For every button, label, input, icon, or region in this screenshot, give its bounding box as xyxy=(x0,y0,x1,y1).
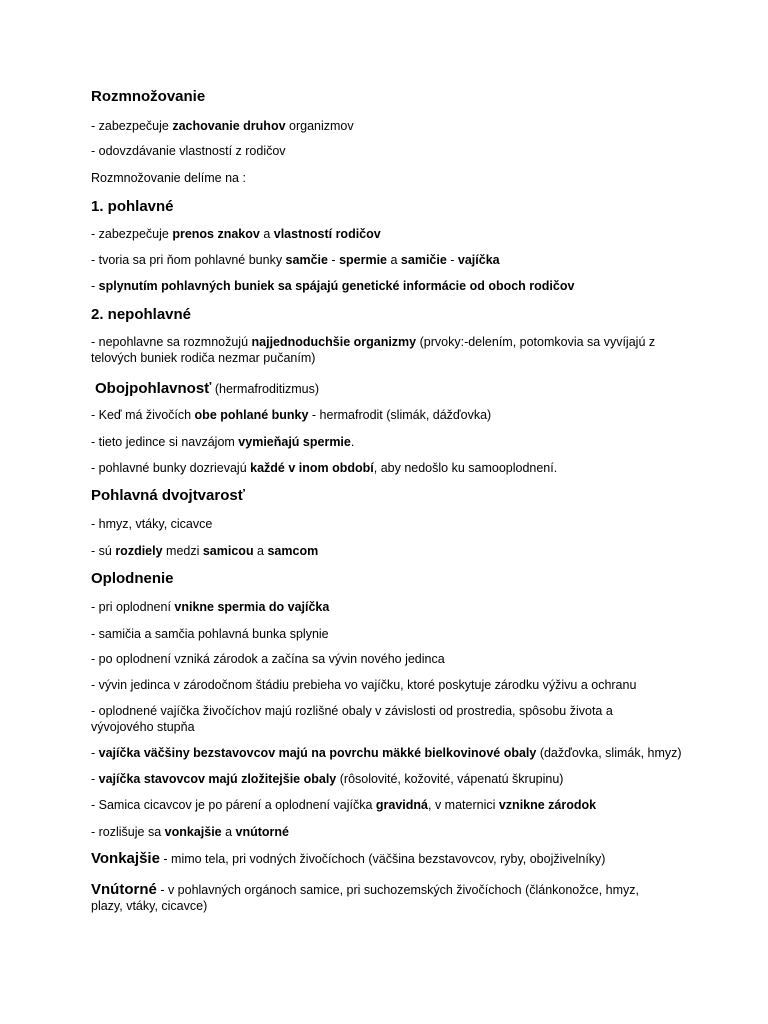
text-run: - pohlavné bunky dozrievajú xyxy=(91,461,251,475)
text-run: - Keď má živočích xyxy=(91,408,195,422)
bold-run: samcom xyxy=(267,544,319,558)
text-run: - v pohlavných orgánoch samice, pri suchozemských živočíchoch (článkonožce, hmyz, plazy, vtáky, cicavce) xyxy=(91,883,639,913)
bold-run: splynutím pohlavných buniek sa spájajú genetické informácie od oboch rodičov xyxy=(98,279,575,293)
text-run: - xyxy=(91,746,99,760)
text-run: - Samica cicavcov je po párení a oplodnení vajíčka xyxy=(91,798,376,812)
heading-subtext: (hermafroditizmus) xyxy=(211,382,320,396)
text-paragraph: - oplodnené vajíčka živočíchov majú rozlišné obaly v závislosti od prostredia, spôsobu života a vývojového stupňa xyxy=(91,704,613,734)
text-line xyxy=(91,460,691,476)
vnutorne-paragraph xyxy=(91,882,671,914)
text-run: - pri oplodnení xyxy=(91,600,175,614)
text-run: - xyxy=(327,253,340,267)
bold-run: vlastností rodičov xyxy=(273,227,381,241)
vonkajsie-line xyxy=(91,851,691,867)
bold-run: vznikne zárodok xyxy=(498,798,597,812)
heading-pohlavne: 1. pohlavné xyxy=(91,198,174,215)
text-run: - xyxy=(91,772,99,786)
text-line: - vývin jedinca v zárodočnom štádiu prebieha vo vajíčku, ktoré poskytuje zárodku výživu a ochranu xyxy=(91,678,637,692)
text-run: a xyxy=(253,544,268,558)
text-run: - zabezpečuje xyxy=(91,227,173,241)
text-run: - sú xyxy=(91,544,116,558)
text-run: - zabezpečuje xyxy=(91,119,173,133)
text-run: (dažďovka, slimák, hmyz) xyxy=(536,746,682,760)
heading-oplodnenie: Oplodnenie xyxy=(91,570,174,587)
text-run: (prvoky:-delením, potomkovia sa vyvíjajú z telových buniek rodiča nezmar pučaním) xyxy=(91,335,656,365)
text-run: - tvoria sa pri ňom pohlavné bunky xyxy=(91,253,286,267)
bold-run: najjednoduchšie organizmy xyxy=(251,335,417,349)
bold-run: vymieňajú spermie xyxy=(238,435,351,449)
bold-run: obe pohlané bunky xyxy=(194,408,309,422)
heading-pohlavna-dvojtvarost: Pohlavná dvojtvarosť xyxy=(91,487,245,504)
text-run: - xyxy=(446,253,458,267)
bold-run: prenos znakov xyxy=(172,227,260,241)
text-run: - tieto jedince si navzájom xyxy=(91,435,239,449)
bold-run: vajíčka stavovcov majú zložitejšie obaly xyxy=(98,772,337,786)
text-line xyxy=(91,434,691,450)
text-run: - rozlišuje sa xyxy=(91,825,165,839)
bold-run: vnikne spermia do vajíčka xyxy=(174,600,330,614)
term-vonkajsie: Vonkajšie xyxy=(91,850,160,867)
text-run: - nepohlavne sa rozmnožujú xyxy=(91,335,252,349)
heading-rozmnozovanie: Rozmnožovanie xyxy=(91,88,206,105)
heading-text: Obojpohlavnosť xyxy=(95,380,212,397)
text-run: , v maternici xyxy=(428,798,499,812)
text-run: a xyxy=(387,253,401,267)
text-line xyxy=(91,407,691,423)
text-line xyxy=(91,118,691,134)
bold-run: vnútorné xyxy=(235,825,290,839)
text-run: . xyxy=(350,435,355,449)
text-run: medzi xyxy=(162,544,203,558)
term-vnutorne: Vnútorné xyxy=(91,881,157,898)
text-run: organizmov xyxy=(285,119,354,133)
text-paragraph xyxy=(91,334,681,366)
text-line xyxy=(91,824,691,840)
text-line: Rozmnožovanie delíme na : xyxy=(91,171,246,185)
text-line: - hmyz, vtáky, cicavce xyxy=(91,517,213,531)
bold-run: gravidná xyxy=(375,798,428,812)
heading-obojpohlavnost xyxy=(95,380,319,398)
text-line xyxy=(91,599,691,615)
text-line: - samičia a samčia pohlavná bunka splynie xyxy=(91,627,329,641)
text-line: - odovzdávanie vlastností z rodičov xyxy=(91,144,286,158)
bold-run: samičie xyxy=(400,253,447,267)
text-line xyxy=(91,278,691,294)
text-run: a xyxy=(259,227,274,241)
text-run: - mimo tela, pri vodných živočíchoch (väčšina bezstavovcov, ryby, obojživelníky) xyxy=(159,852,606,866)
text-line xyxy=(91,543,691,559)
text-line xyxy=(91,226,691,242)
text-line xyxy=(91,745,691,761)
text-line xyxy=(91,771,691,787)
text-line: - po oplodnení vzniká zárodok a začína sa vývin nového jedinca xyxy=(91,652,445,666)
bold-run: vajíčka väčšiny bezstavovcov majú na povrchu mäkké bielkovinové obaly xyxy=(98,746,537,760)
heading-nepohlavne: 2. nepohlavné xyxy=(91,306,192,323)
text-run: - hermafrodit (slimák, dážďovka) xyxy=(308,408,492,422)
text-line xyxy=(91,252,691,268)
bold-run: rozdiely xyxy=(115,544,163,558)
bold-run: spermie xyxy=(339,253,388,267)
text-run: , aby nedošlo ku samooplodnení. xyxy=(373,461,558,475)
text-run: - xyxy=(91,279,99,293)
bold-run: zachovanie druhov xyxy=(172,119,286,133)
bold-run: vonkajšie xyxy=(164,825,222,839)
text-line xyxy=(91,797,691,813)
bold-run: samicou xyxy=(202,544,254,558)
bold-run: každé v inom období xyxy=(250,461,374,475)
bold-run: vajíčka xyxy=(457,253,500,267)
bold-run: samčie xyxy=(285,253,328,267)
text-run: a xyxy=(221,825,236,839)
text-run: (rôsolovité, kožovité, vápenatú škrupinu) xyxy=(336,772,564,786)
